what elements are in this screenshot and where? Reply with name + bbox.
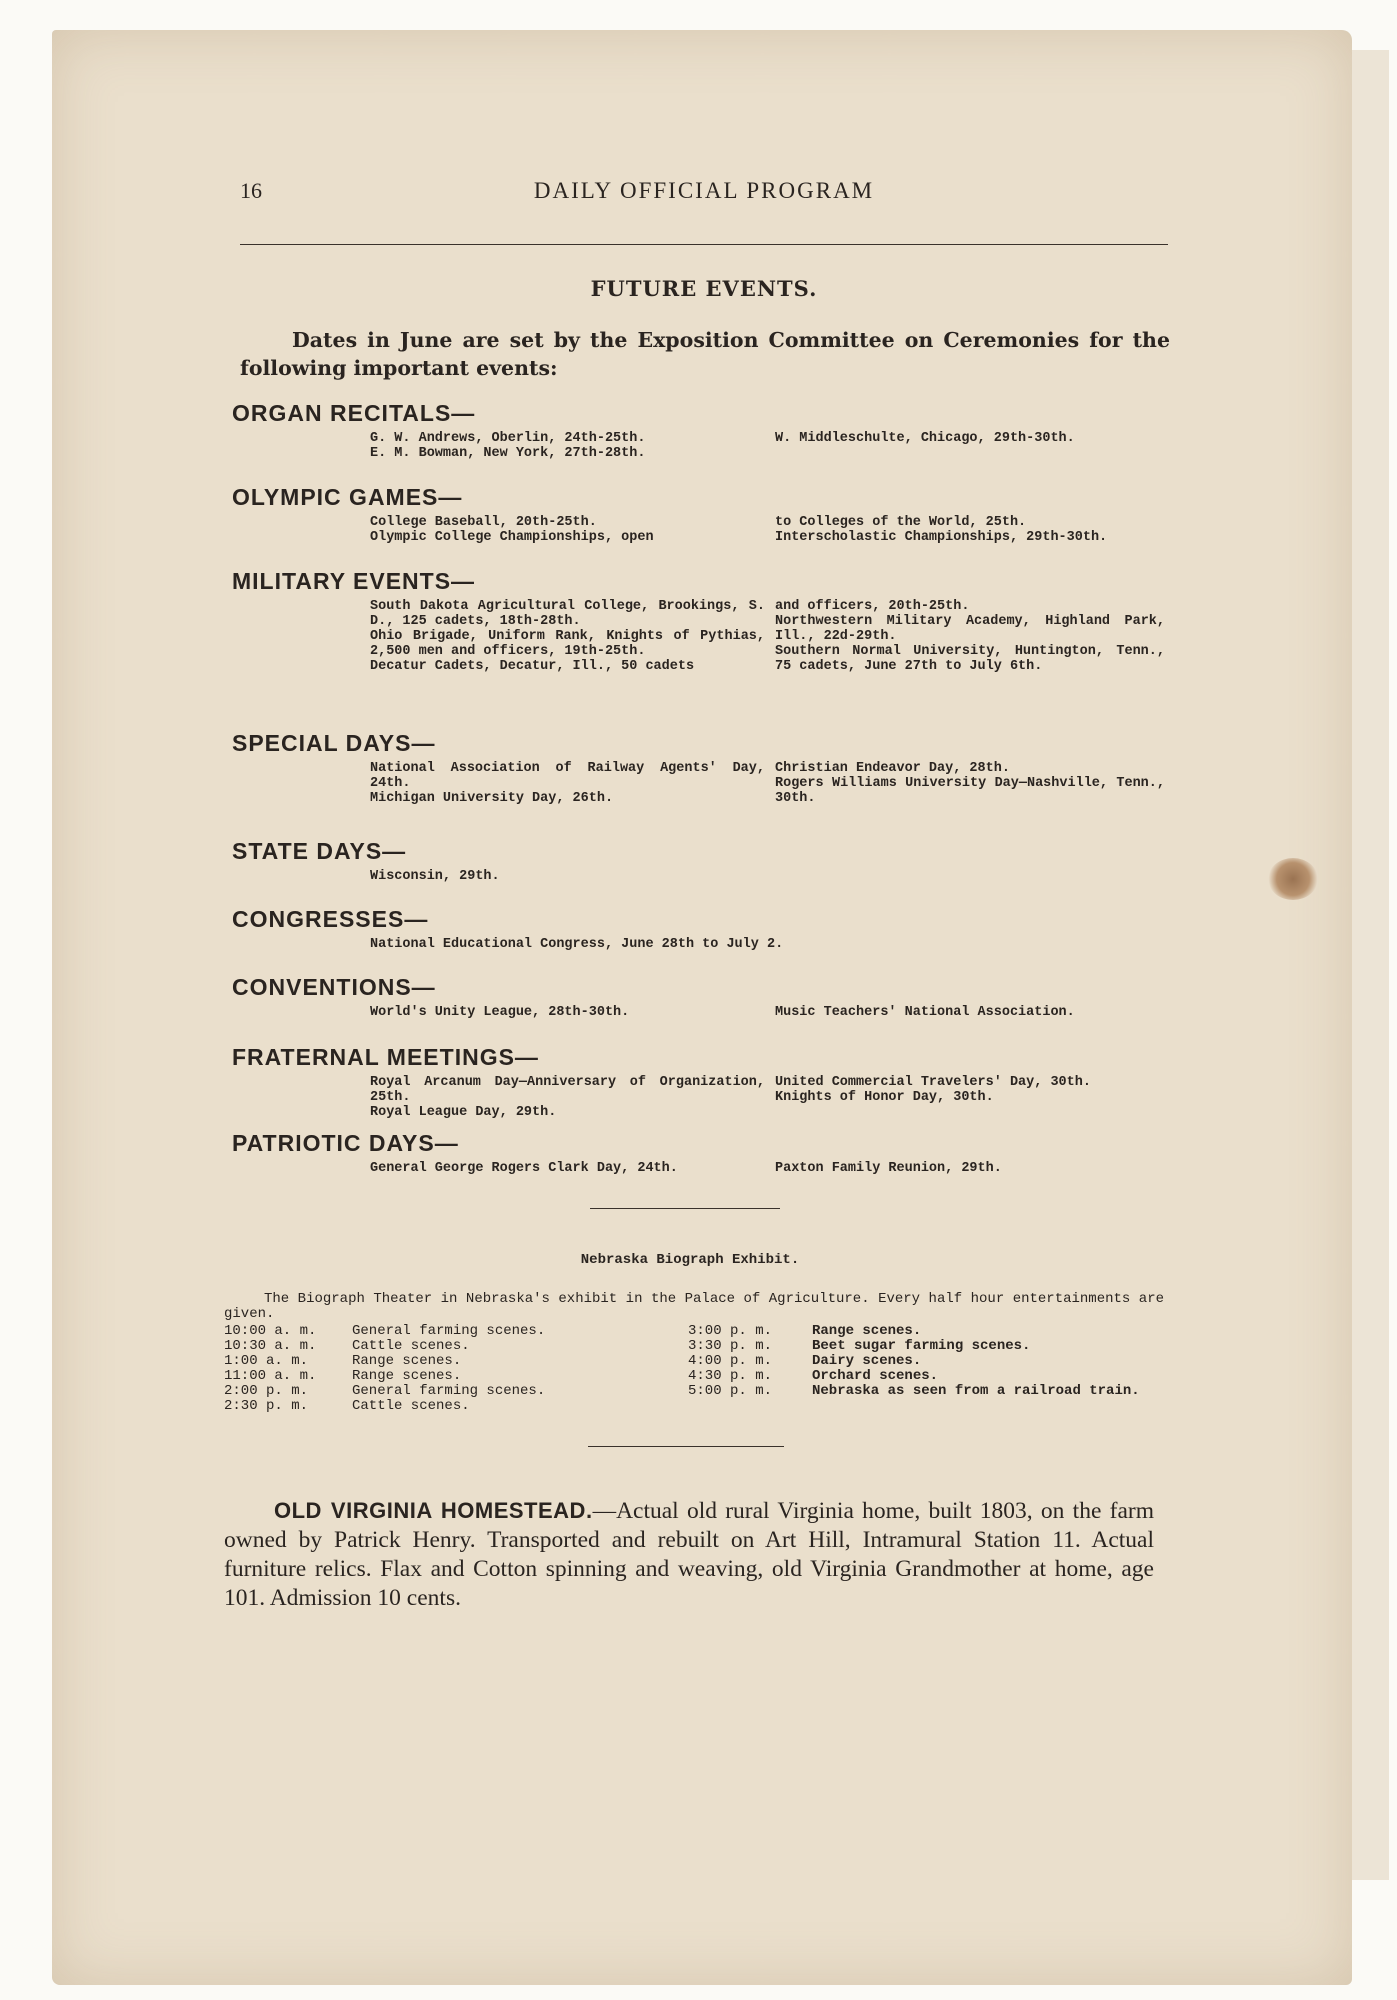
event-entry: General George Rogers Clark Day, 24th. bbox=[370, 1161, 678, 1176]
section-divider bbox=[588, 1446, 784, 1447]
left-column bbox=[370, 869, 765, 884]
schedule-row bbox=[224, 1339, 644, 1354]
event-entry: Northwestern Military Academy, Highland Park, Ill., 22d-29th. bbox=[775, 614, 1165, 644]
schedule-left bbox=[224, 1324, 644, 1414]
event-entry: G. W. Andrews, Oberlin, 24th-25th. bbox=[370, 431, 646, 446]
schedule-desc: Range scenes. bbox=[352, 1368, 462, 1384]
section-heading: OLYMPIC GAMES— bbox=[232, 484, 463, 510]
schedule-time: 5:00 p. m. bbox=[688, 1383, 773, 1399]
event-entry: Wisconsin, 29th. bbox=[370, 869, 500, 884]
schedule-row bbox=[688, 1354, 1148, 1369]
left-column bbox=[370, 1161, 765, 1176]
left-column bbox=[370, 1075, 765, 1120]
paper-stain bbox=[1268, 858, 1318, 900]
left-column bbox=[370, 431, 765, 461]
schedule-row bbox=[224, 1324, 644, 1339]
right-column bbox=[775, 431, 1165, 446]
schedule-row bbox=[224, 1399, 644, 1414]
left-column bbox=[370, 937, 1150, 952]
schedule-row bbox=[688, 1369, 1148, 1384]
event-entry: Michigan University Day, 26th. bbox=[370, 791, 614, 806]
running-title: DAILY OFFICIAL PROGRAM bbox=[533, 178, 875, 203]
schedule-desc: General farming scenes. bbox=[352, 1383, 546, 1399]
section-organ-recitals bbox=[232, 400, 1172, 465]
section-divider bbox=[590, 1208, 780, 1209]
homestead-paragraph bbox=[224, 1496, 1154, 1613]
exhibit-title: Nebraska Biograph Exhibit. bbox=[580, 1252, 800, 1268]
event-entry: and officers, 20th-25th. bbox=[775, 599, 970, 614]
event-entry: Royal League Day, 29th. bbox=[370, 1105, 557, 1120]
right-column bbox=[775, 1161, 1165, 1176]
event-entry: Music Teachers' National Association. bbox=[775, 1005, 1075, 1020]
exhibit-intro: The Biograph Theater in Nebraska's exhibit in the Palace of Agriculture. Every half hour entertainments are given. bbox=[224, 1291, 1164, 1322]
schedule-desc: Range scenes. bbox=[352, 1353, 462, 1369]
schedule-row bbox=[224, 1369, 644, 1384]
homestead-heading: OLD VIRGINIA HOMESTEAD. bbox=[274, 1498, 593, 1523]
schedule-row bbox=[688, 1339, 1148, 1354]
intro-paragraph: Dates in June are set by the Exposition Committee on Ceremonies for the following important events: bbox=[240, 328, 1170, 380]
section-olympic-games bbox=[232, 484, 1172, 549]
section-heading: PATRIOTIC DAYS— bbox=[232, 1130, 459, 1156]
event-entry: W. Middleschulte, Chicago, 29th-30th. bbox=[775, 431, 1075, 446]
section-heading: FRATERNAL MEETINGS— bbox=[232, 1044, 539, 1070]
right-column bbox=[775, 599, 1165, 674]
header-rule bbox=[240, 244, 1168, 245]
schedule-row bbox=[224, 1384, 644, 1399]
event-entry: National Educational Congress, June 28th to July 2. bbox=[370, 937, 784, 952]
event-entry: Knights of Honor Day, 30th. bbox=[775, 1090, 994, 1105]
schedule-time: 10:30 a. m. bbox=[224, 1338, 317, 1354]
schedule-row bbox=[224, 1354, 644, 1369]
left-column bbox=[370, 599, 765, 674]
event-entry: Royal Arcanum Day—Anniversary of Organization, 25th. bbox=[370, 1075, 765, 1105]
schedule-time: 2:30 p. m. bbox=[224, 1398, 309, 1414]
page-header bbox=[240, 178, 1168, 218]
right-column bbox=[775, 761, 1165, 806]
event-entry: Interscholastic Championships, 29th-30th. bbox=[775, 530, 1108, 545]
schedule-desc: Cattle scenes. bbox=[352, 1398, 470, 1414]
left-column bbox=[370, 515, 765, 545]
schedule-time: 3:30 p. m. bbox=[688, 1338, 773, 1354]
section-heading: CONVENTIONS— bbox=[232, 974, 436, 1000]
schedule-time: 3:00 p. m. bbox=[688, 1323, 773, 1339]
section-heading: CONGRESSES— bbox=[232, 906, 429, 932]
schedule-right bbox=[688, 1324, 1148, 1399]
left-column bbox=[370, 1005, 765, 1020]
schedule-time: 11:00 a. m. bbox=[224, 1368, 317, 1384]
page-number: 16 bbox=[240, 178, 262, 203]
event-entry: Olympic College Championships, open bbox=[370, 530, 654, 545]
section-heading: STATE DAYS— bbox=[232, 838, 407, 864]
event-entry: College Baseball, 20th-25th. bbox=[370, 515, 597, 530]
section-heading: MILITARY EVENTS— bbox=[232, 568, 476, 594]
event-entry: to Colleges of the World, 25th. bbox=[775, 515, 1027, 530]
event-entry: Paxton Family Reunion, 29th. bbox=[775, 1161, 1002, 1176]
schedule-row bbox=[688, 1324, 1148, 1339]
section-military-events bbox=[232, 568, 1172, 709]
page-title: FUTURE EVENTS. bbox=[590, 276, 818, 301]
event-entry: Rogers Williams University Day—Nashville, Tenn., 30th. bbox=[775, 776, 1165, 806]
right-column bbox=[775, 1075, 1165, 1105]
schedule-desc: Range scenes. bbox=[812, 1323, 922, 1339]
left-column bbox=[370, 761, 765, 806]
section-state-days bbox=[232, 838, 1172, 887]
homestead-text: —Actual old rural Virginia home, built 1803, on the farm owned by Patrick Henry. Transported and rebuilt on Art Hill, Intramural Station 11. Actual furniture relics. Flax and Cotton spinning and weaving, old Virginia Grandmother at home, age 101. Admission 10 cents. bbox=[224, 1498, 1155, 1611]
schedule-time: 10:00 a. m. bbox=[224, 1323, 317, 1339]
schedule-desc: Nebraska as seen from a railroad train. bbox=[812, 1383, 1140, 1399]
schedule-desc: Orchard scenes. bbox=[812, 1368, 939, 1384]
event-entry: E. M. Bowman, New York, 27th-28th. bbox=[370, 446, 646, 461]
schedule-time: 4:00 p. m. bbox=[688, 1353, 773, 1369]
event-entry: South Dakota Agricultural College, Brookings, S. D., 125 cadets, 18th-28th. bbox=[370, 599, 765, 629]
section-fraternal-meetings bbox=[232, 1044, 1172, 1123]
schedule-desc: General farming scenes. bbox=[352, 1323, 546, 1339]
event-entry: Southern Normal University, Huntington, Tenn., 75 cadets, June 27th to July 6th. bbox=[775, 644, 1165, 674]
schedule-desc: Beet sugar farming scenes. bbox=[812, 1338, 1031, 1354]
event-entry: Decatur Cadets, Decatur, Ill., 50 cadets bbox=[370, 659, 695, 674]
event-entry: Christian Endeavor Day, 28th. bbox=[775, 761, 1010, 776]
right-column bbox=[775, 1005, 1165, 1020]
event-entry: World's Unity League, 28th-30th. bbox=[370, 1005, 630, 1020]
section-patriotic-days bbox=[232, 1130, 1172, 1179]
section-heading: ORGAN RECITALS— bbox=[232, 400, 476, 426]
right-column bbox=[775, 515, 1165, 545]
section-special-days bbox=[232, 730, 1172, 821]
section-heading: SPECIAL DAYS— bbox=[232, 730, 436, 756]
event-entry: Ohio Brigade, Uniform Rank, Knights of Pythias, 2,500 men and officers, 19th-25th. bbox=[370, 629, 765, 659]
event-entry: United Commercial Travelers' Day, 30th. bbox=[775, 1075, 1091, 1090]
schedule-desc: Cattle scenes. bbox=[352, 1338, 470, 1354]
section-conventions bbox=[232, 974, 1172, 1023]
schedule-row bbox=[688, 1384, 1148, 1399]
schedule-time: 4:30 p. m. bbox=[688, 1368, 773, 1384]
section-congresses bbox=[232, 906, 1172, 955]
event-entry: National Association of Railway Agents' Day, 24th. bbox=[370, 761, 765, 791]
schedule-time: 1:00 a. m. bbox=[224, 1353, 309, 1369]
schedule-time: 2:00 p. m. bbox=[224, 1383, 309, 1399]
page-edge bbox=[1348, 50, 1389, 1880]
schedule-desc: Dairy scenes. bbox=[812, 1353, 922, 1369]
